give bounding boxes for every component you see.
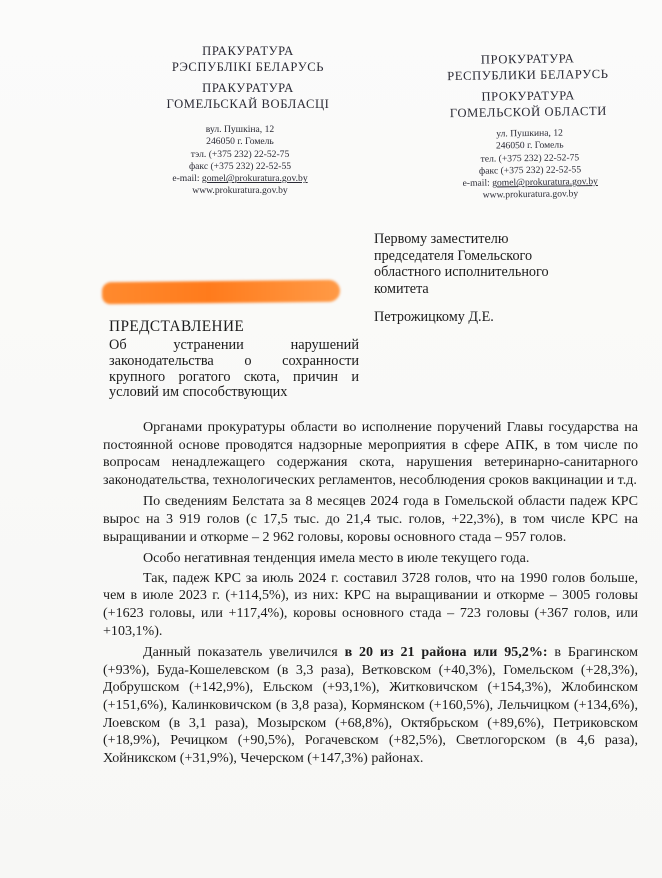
org-name-4: ГОМЕЛЬСКАЙ ВОБЛАСЦІ	[166, 96, 330, 111]
email-link[interactable]: gomel@prokuratura.gov.by	[492, 176, 598, 189]
letterhead-russian	[408, 50, 649, 121]
org-name-3: ПРАКУРАТУРА	[202, 81, 294, 95]
website-link[interactable]: www.prokuratura.gov.by	[192, 185, 288, 197]
phone: тел. (+375 232) 22-52-75	[480, 151, 580, 165]
letterhead-belarusian	[128, 44, 368, 112]
email-label: e-mail:	[462, 177, 490, 190]
subject-block	[109, 338, 359, 401]
org-name-2: РЕСПУБЛИКИ БЕЛАРУСЬ	[447, 66, 609, 83]
address: вул. Пушкіна, 12	[205, 124, 275, 135]
document-body	[103, 419, 638, 771]
email-link[interactable]: gomel@prokuratura.gov.by	[201, 173, 308, 185]
redaction-mark	[102, 280, 340, 304]
addressee-line-1: Первому заместителю	[374, 231, 509, 247]
addressee-line-3: областного исполнительного	[374, 264, 549, 281]
paragraph-5	[103, 644, 638, 767]
city: 246050 г. Гомель	[206, 136, 274, 148]
paragraph-3: Особо негативная тенденция имела место в июле текущего года.	[143, 550, 530, 567]
paragraph-5-start: Данный показатель увеличился	[143, 644, 345, 661]
addressee-name: Петрожицкому Д.Е.	[374, 309, 494, 326]
addressee-line-4: комитета	[374, 280, 429, 297]
city: 246050 г. Гомель	[495, 139, 564, 152]
website-link[interactable]: www.prokuratura.gov.by	[482, 188, 579, 202]
addressee-block	[374, 231, 624, 326]
fax: факс (+375 232) 22-52-55	[188, 160, 292, 172]
org-name-1: ПРОКУРАТУРА	[480, 51, 575, 67]
org-name-3: ПРОКУРАТУРА	[481, 88, 575, 104]
subject-line-1: Об устранении нарушений	[109, 337, 359, 353]
contacts-russian	[429, 127, 630, 204]
fax: факс (+375 232) 22-52-55	[478, 164, 582, 177]
paragraph-5-emphasis: в 20 из 21 района или 95,2%:	[344, 644, 548, 661]
org-name-1: ПРАКУРАТУРА	[202, 44, 294, 58]
addressee-line-2: председателя Гомельского	[374, 247, 533, 264]
email-label: e-mail:	[172, 173, 200, 185]
org-name-2: РЭСПУБЛІКІ БЕЛАРУСЬ	[171, 59, 325, 74]
paragraph-5-rest: в Брагинском (+93%), Буда-Кошелевском (в 3,3 раза), Ветковском (+40,3%), Гомельском (+28,3%), Добрушском (+142,9%), Ельском (+93,1%), Житковичском (+154,3%), Жлобинском (+151,6%), Калинковичском (в 3,8 раза), Кормянском (+160,5%), Лельчицком (+134,6%), Лоевском (в 3,1 раза), Мозырском (+68,8%), Октябрьском (+89,6%), Петриковском (+18,9%), Речицком (+90,5%), Рогачевском (+82,5%), Светлогорском (в 4,6 раза), Хойникском (+31,9%), Чечерском (+147,3%) районах.	[103, 644, 638, 766]
email-line	[140, 173, 340, 185]
document-title: ПРЕДСТАВЛЕНИЕ	[109, 318, 245, 335]
org-name-4: ГОМЕЛЬСКОЙ ОБЛАСТИ	[449, 103, 607, 120]
contacts-belarusian	[140, 124, 340, 198]
paragraph-1: Органами прокуратуры области во исполнение поручений Главы государства на постоянной основе проводятся надзорные мероприятия в сфере АПК, в том числе по вопросам ненадлежащего содержания скота, нарушения ветеринарно-санитарного законодательства, технологических регламентов, несоблюдения сроков вакцинации и т.д.	[103, 419, 638, 488]
paragraph-2: По сведениям Белстата за 8 месяцев 2024 года в Гомельской области падеж КРС вырос на 3 919 голов (с 17,5 тыс. до 21,4 тыс. голов, +22,3%), в том числе КРС на выращивании и откорме – 2 962 головы, коровы основного стада – 957 голов.	[103, 493, 638, 545]
address: ул. Пушкина, 12	[496, 127, 563, 140]
subject-line-4: условий им способствующих	[109, 384, 288, 401]
subject-line-3: крупного рогатого скота, причин и	[109, 368, 359, 385]
phone: тэл. (+375 232) 22-52-75	[190, 148, 290, 160]
paragraph-4: Так, падеж КРС за июль 2024 г. составил 3728 голов, что на 1990 голов больше, чем в июле 2023 г. (+114,5%), из них: КРС на выращивании и откорме – 3005 головы (+1623 головы, или +117,4%), коровы основного стада – 723 головы (+367 голов, или +103,1%).	[103, 569, 638, 639]
subject-line-2: законодательства о сохранности	[109, 352, 359, 369]
